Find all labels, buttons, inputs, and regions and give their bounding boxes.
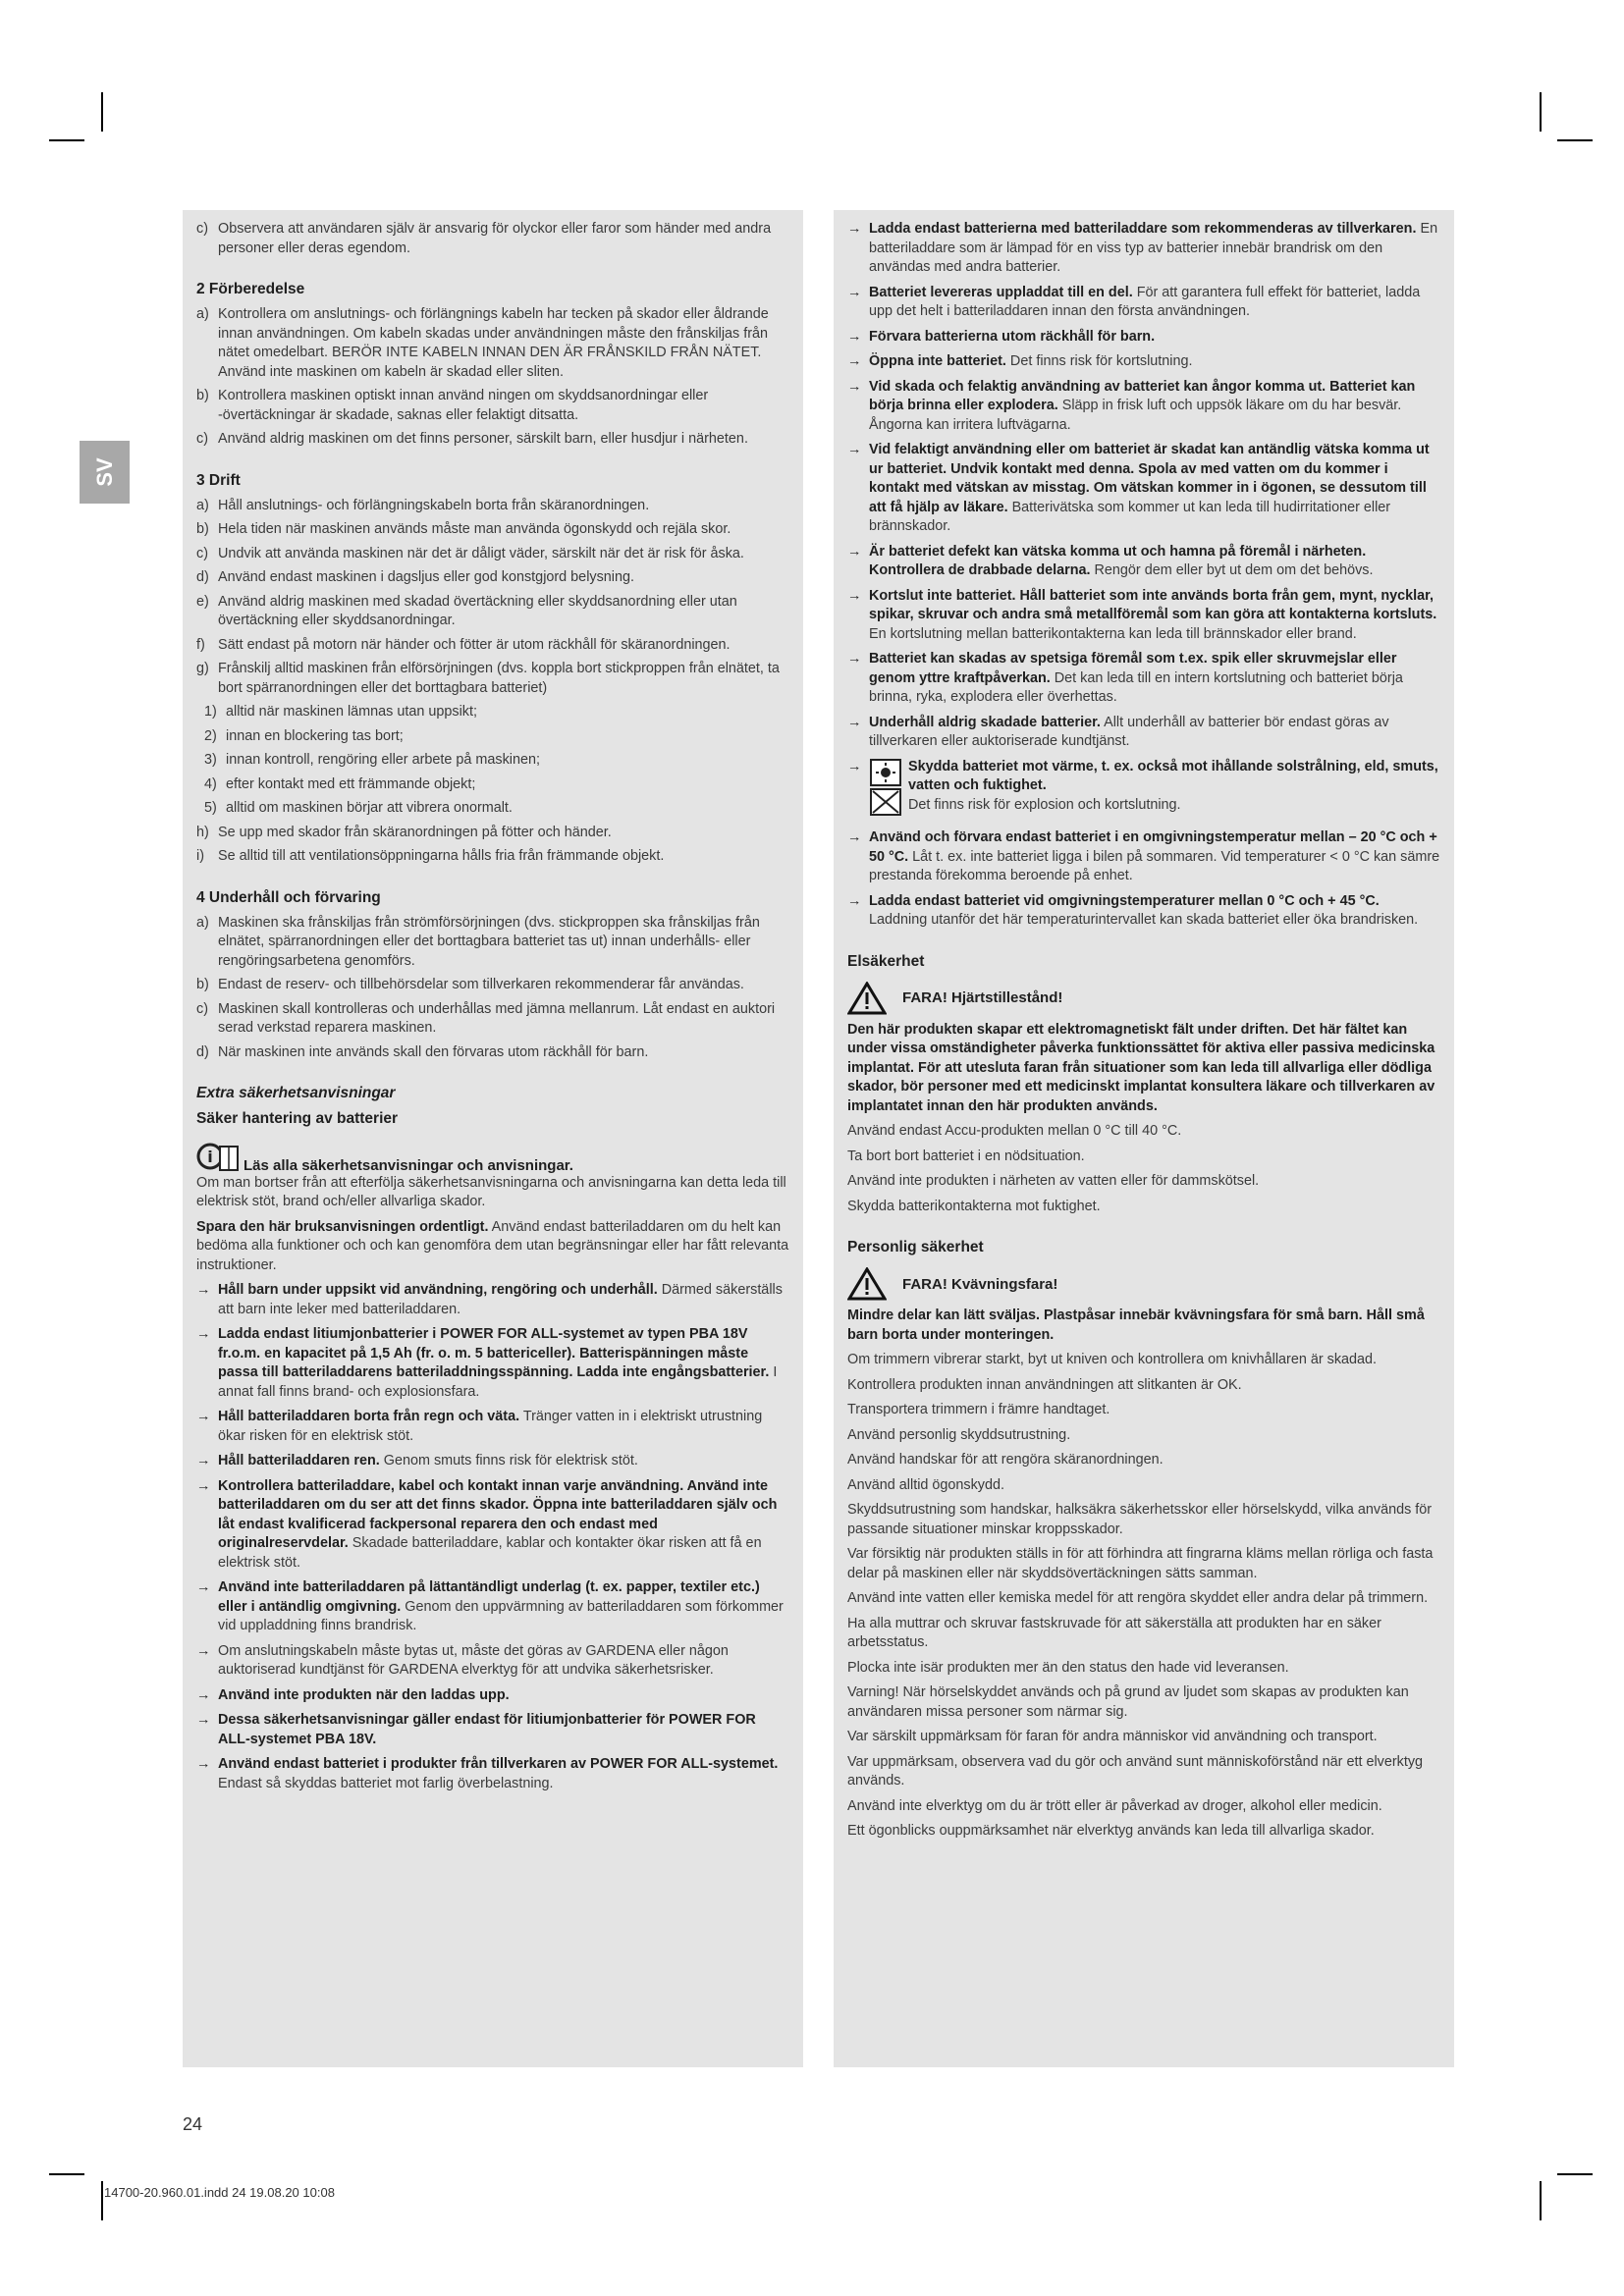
bold-text: Öppna inte batteriet. xyxy=(869,353,1006,369)
list-item xyxy=(196,387,789,425)
section-list xyxy=(196,497,789,867)
crop-mark xyxy=(1557,2173,1593,2175)
section-title: Personlig säkerhet xyxy=(847,1239,984,1255)
read-manual-icon xyxy=(196,1141,242,1174)
arrow-marker: → xyxy=(196,1712,211,1728)
warning-label: FARA! Kvävningsfara! xyxy=(902,1275,1058,1293)
list-text: efter kontakt med ett främmande objekt; xyxy=(226,775,476,792)
bold-text: Använd endast batteriet i produkter från tillverkaren av POWER FOR ALL-systemet. xyxy=(218,1756,779,1772)
bold-text: Använd inte produkten när den laddas upp. xyxy=(218,1686,510,1703)
crop-mark xyxy=(49,2173,84,2175)
arrow-marker: → xyxy=(196,1453,211,1468)
paragraph: Var särskilt uppmärksam för faran för andra människor vid användning och transport. xyxy=(847,1729,1378,1744)
paragraph: Var uppmärksam, observera vad du gör och använd sunt människoförstånd när ett elverktyg används. xyxy=(847,1753,1424,1789)
list-item xyxy=(196,1000,789,1039)
crop-mark xyxy=(1557,139,1593,141)
arrow-item xyxy=(847,220,1440,278)
list-marker: d) xyxy=(196,569,209,585)
list-text: Använd aldrig maskinen med skadad övertäckning eller skyddsanordning eller utan övertäckning eller skyddsanordningar. xyxy=(218,593,737,628)
body-text: Det finns risk för explosion och kortslutning. xyxy=(908,796,1181,813)
arrow-marker: → xyxy=(196,1686,211,1703)
list-text: Kontrollera om anslutnings- och förlängnings kabeln har tecken på skador eller åldrande innan användningen. Om kabeln skadas under användningen måste den frånskiljas från nätet omedelbart. BERÖR INTE KABELN INNAN DEN ÄR FRÅNSKILD FRÅN NÄTET. Använd inte maskinen om kabeln är skadad eller sliten. xyxy=(218,306,769,380)
section-title: Elsäkerhet xyxy=(847,952,925,970)
arrow-item xyxy=(847,543,1440,581)
list-text: innan kontroll, rengöring eller arbete på maskinen; xyxy=(226,752,540,768)
arrow-marker: → xyxy=(196,1579,211,1595)
bold-text: Vid skada och felaktig användning av batteriet kan ångor komma ut. Batteriet kan börja brinna eller explodera. xyxy=(869,378,1416,413)
list-marker: f) xyxy=(196,636,205,653)
bold-text: Är batteriet defekt kan vätska komma ut och hamna på föremål i närheten. Kontrollera de drabbade delarna. xyxy=(869,543,1367,578)
list-text: Håll anslutnings- och förlängningskabeln borta från skäranordningen. xyxy=(218,497,650,513)
body-text: Låt t. ex. inte batteriet ligga i bilen på sommaren. Vid temperaturer < 0 °C kan sämre prestanda förekomma beroende på enhet. xyxy=(869,848,1440,883)
warning-triangle-icon xyxy=(847,1267,887,1301)
list-marker: 3) xyxy=(204,752,217,768)
read-all-heading: Läs alla säkerhetsanvisningar och anvisningar. xyxy=(244,1156,573,1174)
list-marker: a) xyxy=(196,306,209,322)
crop-mark xyxy=(49,139,84,141)
section-title: Extra säkerhetsanvisningar xyxy=(196,1085,396,1101)
paragraph: Varning! När hörselskyddet används och på grund av ljudet som skapas av produkten kan användaren missa personer som närmar sig. xyxy=(847,1684,1409,1720)
body-text: Det finns risk för kortslutning. xyxy=(1005,353,1193,369)
list-item xyxy=(196,847,789,867)
body-text: Endast så skyddas batteriet mot farlig överbelastning. xyxy=(218,1775,554,1791)
list-text: Använd aldrig maskinen om det finns personer, särskilt barn, eller husdjur i närheten. xyxy=(218,431,748,447)
list-text: Använd endast maskinen i dagsljus eller god konstgjord belysning. xyxy=(218,569,634,585)
list-item xyxy=(196,305,789,382)
body-text: Batterivätska som kommer ut kan leda till hudirritationer eller brännskador. xyxy=(869,499,1391,534)
paragraph: Skydda batterikontakterna mot fuktighet. xyxy=(847,1198,1101,1214)
list-item xyxy=(196,1043,789,1063)
list-text: Maskinen ska frånskiljas från strömförsörjningen (dvs. stickproppen ska frånskiljas från elnätet, spärranordningen eller det borttagbara batteriet tas ut) innan underhålls- eller rengöringsarbetena genomförs. xyxy=(218,914,760,969)
bold-text: Använd och förvara endast batteriet i en omgivningstemperatur mellan – 20 °C och + 50 °C. xyxy=(869,829,1437,865)
arrow-list xyxy=(847,828,1440,931)
arrow-marker: → xyxy=(847,714,862,730)
paragraph: Transportera trimmern i främre handtaget. xyxy=(847,1402,1110,1417)
danger-warning xyxy=(847,1267,1440,1301)
arrow-marker: → xyxy=(847,378,862,395)
paragraph: Plocka inte isär produkten mer än den status den hade vid leveransen. xyxy=(847,1659,1289,1676)
body-text: Tränger vatten in i elektriskt utrustning ökar risken för en elektrisk stöt. xyxy=(218,1409,763,1444)
arrow-item xyxy=(847,284,1440,322)
list-text: När maskinen inte används skall den förvaras utom räckhåll för barn. xyxy=(218,1043,649,1060)
bold-text: Håll batteriladdaren borta från regn och väta. xyxy=(218,1409,520,1424)
arrow-marker: → xyxy=(847,892,862,909)
list-item xyxy=(196,703,789,722)
arrow-marker: → xyxy=(847,758,862,774)
bold-text: Underhåll aldrig skadade batterier. xyxy=(869,714,1101,730)
list-text: Observera att användaren själv är ansvarig för olyckor eller faror som händer med andra personer eller deras egendom. xyxy=(218,221,772,256)
paragraph: Använd inte vatten eller kemiska medel för att rengöra skyddet eller andra delar på trimmern. xyxy=(847,1590,1429,1606)
body-text: Genom den uppvärmning av batteriladdaren som förkommer vid uppladdning finns brandrisk. xyxy=(218,1598,784,1633)
arrow-marker: → xyxy=(196,1409,211,1424)
list-item xyxy=(196,799,789,819)
list-item xyxy=(196,660,789,698)
list-marker: 2) xyxy=(204,727,217,744)
paragraph: Var försiktig när produkten ställs in för att förhindra att fingrarna kläms mellan rörliga och fasta delar på maskinen eller när skyddsövertäckningen sätts samman. xyxy=(847,1546,1434,1581)
arrow-item xyxy=(847,441,1440,537)
list-text: Undvik att använda maskinen när det är dåligt väder, särskilt när det är risk för åska. xyxy=(218,545,744,561)
arrow-list xyxy=(847,220,1440,752)
list-marker: h) xyxy=(196,824,209,840)
list-text: Frånskilj alltid maskinen från elförsörjningen (dvs. koppla bort stickproppen från elnätet, ta bort spärranordningen eller det borttagbara batteriet) xyxy=(218,661,780,696)
bold-text: Dessa säkerhetsanvisningar gäller endast för litiumjonbatterier för POWER FOR ALL-systemet PBA 18V. xyxy=(218,1712,756,1747)
paragraph: Ha alla muttrar och skruvar fastskruvade för att säkerställa att produkten har en säker arbetsstatus. xyxy=(847,1615,1381,1650)
paragraph: Om trimmern vibrerar starkt, byt ut kniven och kontrollera om knivhållaren är skadad. xyxy=(847,1352,1378,1367)
list-marker: c) xyxy=(196,545,208,561)
list-marker: c) xyxy=(196,1000,208,1017)
right-column xyxy=(834,210,1454,2067)
paragraph: Använd handskar för att rengöra skäranordningen. xyxy=(847,1452,1164,1468)
arrow-marker: → xyxy=(847,651,862,667)
list-text: Maskinen skall kontrolleras och underhållas med jämna mellanrum. Låt endast en auktori serad verkstad reparera maskinen. xyxy=(218,1000,776,1036)
body-text: Använd endast batteriladdaren om du helt kan bedöma alla funktioner och och kan genomföra dem utan begränsningar eller har fått relevanta instruktioner. xyxy=(196,1218,789,1273)
danger-warning xyxy=(847,982,1440,1015)
bold-text: Håll barn under uppsikt vid användning, rengöring och underhåll. xyxy=(218,1282,658,1298)
body-text: En batteriladdare som är lämpad för en viss typ av batterier innebär brandrisk om den användas med andra batterier. xyxy=(869,221,1438,275)
bold-text: Ladda endast batteriet vid omgivningstemperaturer mellan 0 °C och + 45 °C. xyxy=(869,892,1380,909)
arrow-item xyxy=(847,828,1440,886)
arrow-marker: → xyxy=(196,1282,211,1298)
arrow-marker: → xyxy=(196,1477,211,1494)
subsection-title: Säker hantering av batterier xyxy=(196,1110,399,1127)
list-marker: 4) xyxy=(204,775,217,792)
arrow-marker: → xyxy=(847,829,862,845)
paragraph: Skyddsutrustning som handskar, halksäkra säkerhetsskor eller hörselskydd, vilka används för passande situationer minskar kroppsskador. xyxy=(847,1502,1433,1537)
paragraph: Använd alltid ögonskydd. xyxy=(847,1476,1005,1493)
list-item xyxy=(196,976,789,995)
arrow-marker: → xyxy=(847,587,862,604)
arrow-marker: → xyxy=(196,1326,211,1342)
list-text: Hela tiden när maskinen används måste man använda ögonskydd och rejäla skor. xyxy=(218,521,731,537)
section-title: 3 Drift xyxy=(196,471,241,489)
list-item xyxy=(196,520,789,540)
bold-text: Batteriet kan skadas av spetsiga föremål som t.ex. spik eller skruvmejslar eller genom yttre kraftpåverkan. xyxy=(869,651,1397,686)
list-text: alltid om maskinen börjar att vibrera onormalt. xyxy=(226,800,513,816)
body-text: Rengör dem eller byt ut dem om det behövs. xyxy=(1090,562,1374,578)
paragraph: Använd personlig skyddsutrustning. xyxy=(847,1426,1071,1443)
list-marker: c) xyxy=(196,431,208,447)
body-text: Det kan leda till en intern kortslutning och batteriet börja brinna, ryka, explodera eller överhettas. xyxy=(869,669,1403,705)
list-marker: b) xyxy=(196,521,209,537)
section-title: 4 Underhåll och förvaring xyxy=(196,888,381,906)
list-marker: b) xyxy=(196,977,209,992)
paragraph-list xyxy=(847,1122,1440,1216)
bold-text: Spara den här bruksanvisningen ordentligt. xyxy=(196,1218,489,1235)
list-text: Kontrollera maskinen optiskt innan använd ningen om skyddsanordningar eller -övertäckningar är skadade, saknas eller felaktigt ditsatta. xyxy=(218,388,709,423)
list-marker: a) xyxy=(196,497,209,513)
print-footer: 14700-20.960.01.indd 24 19.08.20 10:08 xyxy=(104,2185,335,2200)
arrow-item xyxy=(196,1281,789,1319)
paragraph: Använd inte elverktyg om du är trött eller är påverkad av droger, alkohol eller medicin. xyxy=(847,1797,1382,1814)
heat-warning-icons xyxy=(869,758,902,817)
arrow-marker: → xyxy=(847,221,862,237)
arrow-marker: → xyxy=(847,442,862,457)
list-text: Se upp med skador från skäranordningen på fötter och händer. xyxy=(218,824,612,840)
list-item xyxy=(196,775,789,795)
body-text: Laddning utanför det här temperaturintervallet kan skada batteriet eller öka brandrisken. xyxy=(869,912,1419,928)
arrow-item xyxy=(196,1477,789,1574)
list-item xyxy=(196,636,789,656)
crop-mark xyxy=(1540,2181,1542,2220)
bold-text: Ladda endast litiumjonbatterier i POWER FOR ALL-systemet av typen PBA 18V fr.o.m. en kapacitet på 1,5 Ah (fr. o. m. 5 battericeller). Batterispänningen måste passa till batteriladdarens batteriladdningsspänning. Ladda inte engångsbatterier. xyxy=(218,1326,770,1380)
body-text: För att garantera full effekt för batteriet, ladda upp det helt i batteriladdaren innan den första användningen. xyxy=(869,284,1421,319)
arrow-item xyxy=(847,378,1440,436)
crop-mark xyxy=(101,92,103,132)
language-code: SV xyxy=(91,457,117,487)
bold-text: Batteriet levereras uppladdat till en del. xyxy=(869,284,1133,300)
bold-text: Förvara batterierna utom räckhåll för barn. xyxy=(869,328,1156,345)
list-marker: 5) xyxy=(204,800,217,816)
bold-text: Skydda batteriet mot värme, t. ex. också mot ihållande solstrålning, eld, smuts, vatten och fuktighet. xyxy=(908,758,1438,793)
list-item xyxy=(196,824,789,843)
list-item xyxy=(196,593,789,631)
arrow-marker: → xyxy=(847,328,862,345)
arrow-item xyxy=(196,1686,789,1706)
body-text: Om anslutningskabeln måste bytas ut, måste det göras av GARDENA eller någon auktoriserad kundtjänst för GARDENA elverktyg för att undvika säkerhetsrisker. xyxy=(218,1642,729,1678)
list-marker: i) xyxy=(196,848,204,864)
bold-text: Vid felaktigt användning eller om batteriet är skadat kan antändlig vätska komma ut ur batteriet. Undvik kontakt med denna. Spola av med vatten om du kommer i kontakt med vätskan av misstag. Om vätskan kommer in i ögonen, se dessutom till att få hjälp av läkare. xyxy=(869,442,1430,515)
arrow-item xyxy=(196,1755,789,1793)
arrow-item xyxy=(847,714,1440,752)
arrow-item xyxy=(847,892,1440,931)
paragraph: Använd inte produkten i närheten av vatten eller för dammskötsel. xyxy=(847,1173,1260,1189)
arrow-marker: → xyxy=(847,284,862,300)
list-marker: d) xyxy=(196,1043,209,1060)
arrow-marker: → xyxy=(196,1642,211,1659)
warning-label: FARA! Hjärtstillestånd! xyxy=(902,989,1063,1006)
list-item xyxy=(196,545,789,564)
arrow-item xyxy=(196,1408,789,1446)
list-item xyxy=(196,727,789,747)
arrow-marker: → xyxy=(847,543,862,560)
body-text: En kortslutning mellan batterikontakterna kan leda till brännskador eller brand. xyxy=(869,625,1357,642)
paragraph: Ta bort bort batteriet i en nödsituation. xyxy=(847,1148,1085,1164)
svg-text:i: i xyxy=(207,1147,213,1166)
list-text: Endast de reserv- och tillbehörsdelar som tillverkaren rekommenderar får användas. xyxy=(218,977,744,992)
crop-mark xyxy=(1540,92,1542,132)
paragraph xyxy=(196,1218,789,1276)
arrow-item xyxy=(196,1642,789,1681)
bold-text: Kontrollera batteriladdare, kabel och kontakt innan varje användning. Använd inte batteriladdaren om du ser att det finns skador. Öppna inte batteriladdaren själv och låt endast kvalificerad fackpersonal reparera den och endast med originalreservdelar. xyxy=(218,1477,778,1551)
paragraph: Den här produkten skapar ett elektromagnetiskt fält under driften. Det här fältet kan under vissa omständigheter påverka funktionssättet för aktiva eller passiva medicinska implantat. För att utesluta faran från situationer som kan leda till allvarliga eller dödliga skador, bör personer med ett medicinskt implantat konsultera läkare och tillverkaren av implantatet innan den här produkten används. xyxy=(847,1021,1435,1114)
arrow-item xyxy=(847,328,1440,347)
paragraph-list xyxy=(847,1351,1440,1842)
paragraph: Om man bortser från att efterfölja säkerhetsanvisningarna och anvisningarna kan detta leda till elektrisk stöt, brand och/eller allvarliga skador. xyxy=(196,1174,786,1209)
list-text: Se alltid till att ventilationsöppningarna hålls fria från främmande objekt. xyxy=(218,848,665,864)
bold-text: Använd inte batteriladdaren på lättantändligt underlag (t. ex. papper, textiler etc.) eller i antändlig omgivning. xyxy=(218,1579,760,1615)
arrow-item xyxy=(196,1452,789,1471)
crop-mark xyxy=(101,2181,103,2220)
section-title: 2 Förberedelse xyxy=(196,281,305,297)
arrow-item xyxy=(847,758,1440,824)
paragraph: Använd endast Accu-produkten mellan 0 °C till 40 °C. xyxy=(847,1123,1182,1139)
body-text: Skadade batteriladdare, kablar och kontakter ökar risken att få en elektrisk stöt. xyxy=(218,1535,762,1571)
left-column xyxy=(183,210,803,2067)
list-marker: g) xyxy=(196,661,209,676)
bold-text: Håll batteriladdaren ren. xyxy=(218,1453,380,1468)
language-tab xyxy=(80,441,130,504)
arrow-item xyxy=(196,1578,789,1636)
list-item xyxy=(196,914,789,972)
paragraph: Kontrollera produkten innan användningen att slitkanten är OK. xyxy=(847,1376,1242,1393)
arrow-item xyxy=(847,650,1440,708)
paragraph: Mindre delar kan lätt sväljas. Plastpåsar innebär kvävningsfara för små barn. Håll små barn borta under monteringen. xyxy=(847,1308,1425,1343)
arrow-marker: → xyxy=(847,353,862,369)
body-text: Genom smuts finns risk för elektrisk stöt. xyxy=(379,1453,638,1468)
bold-text: Ladda endast batterierna med batteriladdare som rekommenderas av tillverkaren. xyxy=(869,221,1417,237)
list-marker: a) xyxy=(196,914,209,931)
list-marker: c) xyxy=(196,221,208,237)
list-marker: b) xyxy=(196,388,209,403)
list-marker: 1) xyxy=(204,704,217,720)
warning-triangle-icon xyxy=(847,982,887,1015)
body-text: I annat fall finns brand- och explosionsfara. xyxy=(218,1364,778,1400)
body-text: Därmed säkerställs att barn inte leker med batteriladdaren. xyxy=(218,1282,783,1317)
list-text: alltid när maskinen lämnas utan uppsikt; xyxy=(226,704,477,720)
list-item xyxy=(196,220,789,258)
list-item xyxy=(196,430,789,450)
section-list xyxy=(196,914,789,1063)
arrow-list xyxy=(196,1281,789,1793)
arrow-item xyxy=(847,587,1440,645)
body-text: Allt underhåll av batterier bör endast göras av tillverkaren eller auktoriserade kundtjänst. xyxy=(869,714,1389,749)
list-item xyxy=(196,497,789,516)
list-text: Sätt endast på motorn när händer och fötter är utom räckhåll för skäranordningen. xyxy=(218,636,731,653)
list-item xyxy=(196,751,789,771)
paragraph: Ett ögonblicks ouppmärksamhet när elverktyg används kan leda till allvarliga skador. xyxy=(847,1823,1375,1839)
arrow-marker: → xyxy=(196,1756,211,1772)
arrow-item xyxy=(847,352,1440,372)
section-list xyxy=(196,305,789,450)
body-text: Släpp in frisk luft och uppsök läkare om du har besvär. Ångorna kan irritera luftvägarna. xyxy=(869,398,1402,433)
arrow-item xyxy=(196,1325,789,1402)
arrow-item xyxy=(196,1711,789,1749)
list-text: innan en blockering tas bort; xyxy=(226,727,404,744)
list-item xyxy=(196,568,789,588)
page-number: 24 xyxy=(183,2114,203,2134)
bold-text: Kortslut inte batteriet. Håll batteriet som inte används borta från gem, mynt, nycklar, spikar, skruvar och andra små metallföremål som kan göra att kontakterna kortsluts. xyxy=(869,587,1437,622)
list-marker: e) xyxy=(196,593,209,610)
